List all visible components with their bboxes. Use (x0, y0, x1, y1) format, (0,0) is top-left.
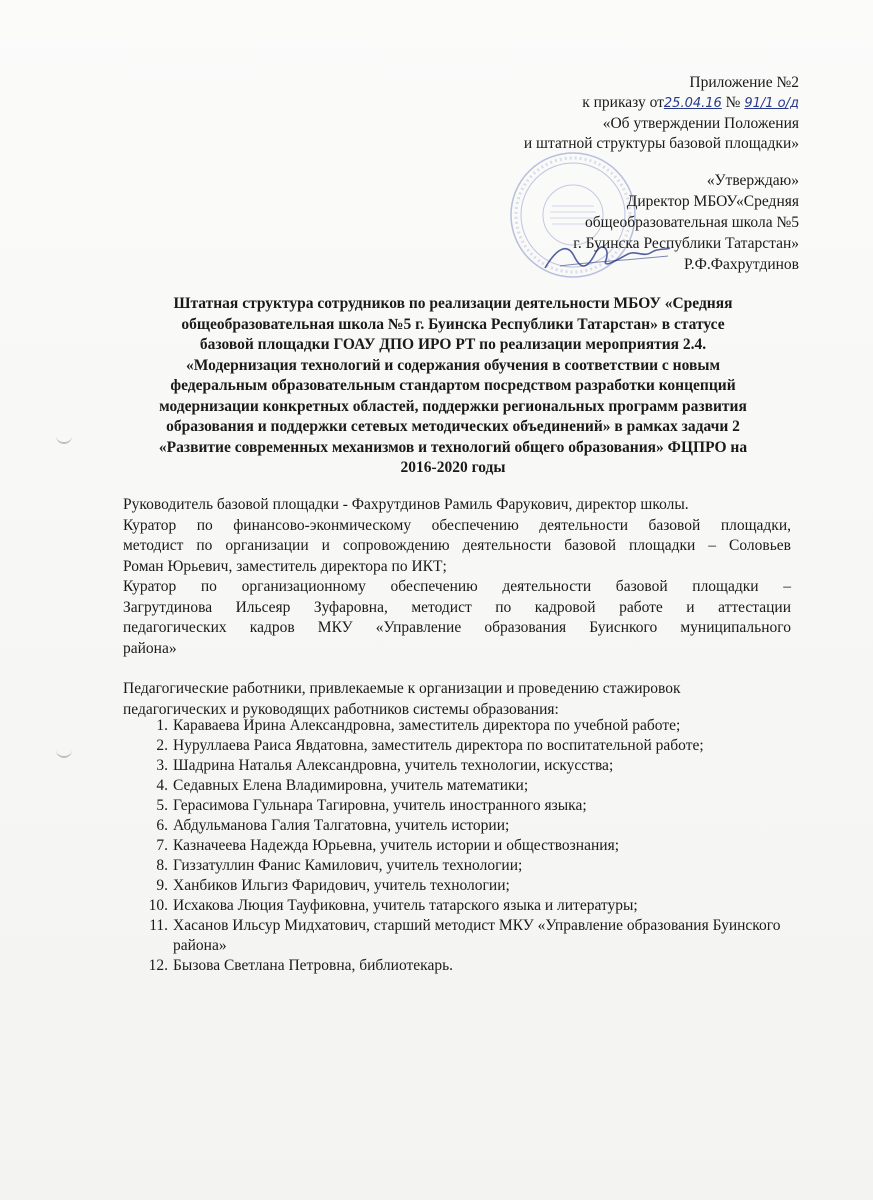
list-item: 8. Гиззатуллин Фанис Камилович, учитель технологии; (156, 857, 523, 874)
list-item: 3. Шадрина Наталья Александровна, учитель технологии, искусства; (156, 757, 614, 774)
staff-intro-paragraph: Педагогические работники, привлекаемые к организации и проведению стажировок педагогических и руководящих работников системы образования: (123, 680, 681, 718)
title-line: образования и поддержки сетевых методических объединений» в рамках задачи 2 (166, 418, 740, 435)
approval-position-line-1: Директор МБОУ«Средняя (626, 193, 799, 210)
title-line: 2016-2020 годы (400, 459, 506, 476)
order-subject-line-2: и штатной структуры базовой площадки» (523, 135, 799, 152)
title-line: модернизации конкретных областей, поддержки региональных программ развития (159, 397, 747, 415)
list-item: 10. Исхакова Люция Тауфиковна, учитель татарского языка и литературы; (148, 897, 638, 914)
document-body (123, 495, 791, 720)
title-line: общеобразовательная школа №5 г. Буинска Республики Татарстан» в статусе (181, 315, 725, 333)
list-item: 5. Герасимова Гульнара Тагировна, учитель иностранного языка; (156, 797, 587, 814)
staff-list (123, 716, 791, 976)
list-item: 7. Казначеева Надежда Юрьевна, учитель истории и обществознания; (156, 837, 620, 854)
curator-finance-paragraph: Куратор по финансово-эконмическому обеспечению деятельности базовой площадки, методист по организации и сопровождению деятельности базовой площадки – Соловьев Роман Юрьевич, заместитель директора по ИКТ; (123, 516, 791, 575)
order-reference: к приказу от25.04.16 № 91/1 о/д (582, 94, 799, 111)
list-item: 12. Бызова Светлана Петровна, библиотекарь. (148, 957, 454, 974)
order-number: 91/1 о/д (744, 96, 799, 111)
approval-signer: Р.Ф.Фахрутдинов (684, 256, 799, 273)
title-line: Штатная структура сотрудников по реализации деятельности МБОУ «Средняя (173, 295, 733, 312)
document-title (118, 294, 788, 479)
approval-position-line-2: общеобразовательная школа №5 (585, 214, 799, 231)
order-subject-line-1: «Об утверждении Положения (602, 115, 799, 132)
binder-hole-mark (56, 432, 72, 444)
appendix-number: Приложение №2 (689, 74, 799, 91)
title-line: «Развитие современных механизмов и технологий общего образования» ФЦПРО на (158, 438, 748, 456)
order-date: 25.04.16 (663, 96, 722, 111)
binder-hole-mark (56, 746, 72, 758)
appendix-header (379, 73, 799, 154)
list-item: 9. Ханбиков Ильгиз Фаридович, учитель технологии; (156, 877, 510, 894)
list-item: 6. Абдульманова Галия Талгатовна, учитель истории; (156, 817, 510, 834)
head-paragraph: Руководитель базовой площадки - Фахрутдинов Рамиль Фарукович, директор школы. (123, 496, 689, 513)
list-item: 1. Караваева Ирина Александровна, заместитель директора по учебной работе; (156, 717, 681, 734)
list-item: 2. Нуруллаева Раиса Явдатовна, заместитель директора по воспитательной работе; (156, 737, 704, 754)
title-line: федеральным образовательным стандартом посредством разработки концепций (170, 377, 736, 394)
approval-caption: «Утверждаю» (706, 172, 799, 189)
title-line: «Модернизация технологий и содержания обучения в соответствии с новым (185, 356, 721, 374)
list-item: 11. Хасанов Ильсур Мидхатович, старший методист МКУ «Управление образования Буинского района» (149, 917, 781, 954)
curator-organization-paragraph: Куратор по организационному обеспечению деятельности базовой площадки – Загрутдинова Ильсеяр Зуфаровна, методист по кадровой работе и аттестации педагогических кадров МКУ «Управление образования Буиснкого муниципального района» (123, 578, 791, 657)
approval-position-line-3: г. Буинска Республики Татарстан» (573, 235, 799, 252)
title-line: базовой площадки ГОАУ ДПО ИРО РТ по реализации мероприятия 2.4. (199, 336, 707, 353)
approval-block (379, 170, 799, 275)
list-item: 4. Седавных Елена Владимировна, учитель математики; (156, 777, 529, 794)
